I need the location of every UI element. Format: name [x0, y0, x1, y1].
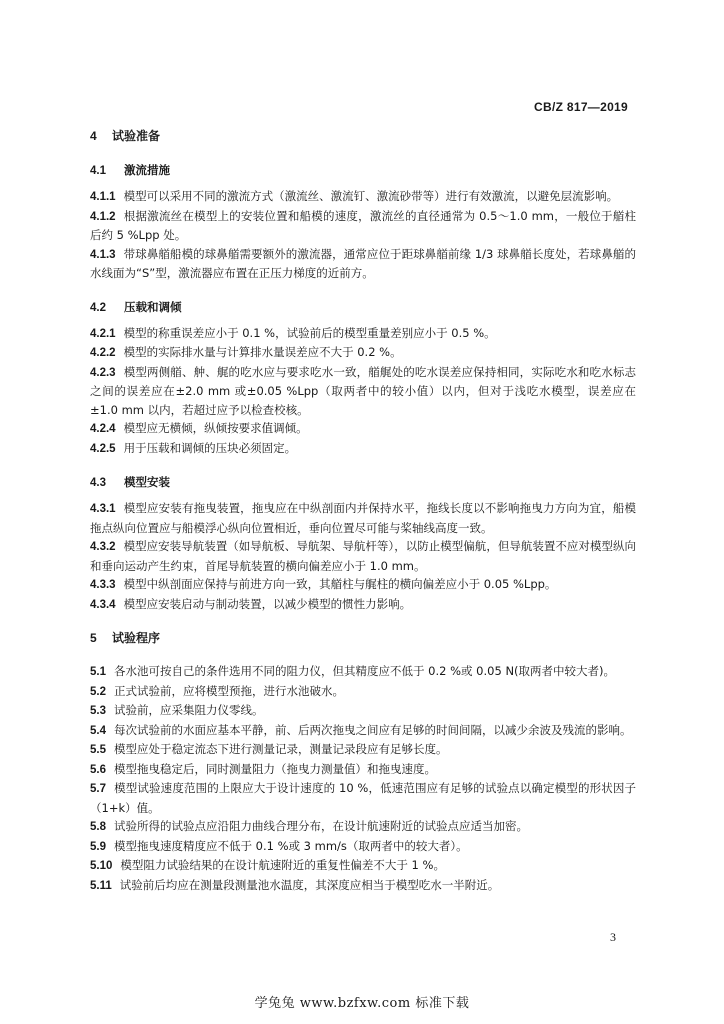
subsection-number: 4.3 — [90, 477, 106, 489]
document-body — [90, 126, 636, 895]
clause-paragraph — [90, 245, 636, 283]
clause-text: 模型应安装启动与制动装置，以减少模型的惯性力影响。 — [123, 596, 412, 611]
clause-number: 4.2.2 — [90, 347, 116, 359]
clause-number: 4.2.1 — [90, 327, 116, 340]
clause-paragraph — [90, 856, 636, 876]
section-title: 试验准备 — [112, 129, 161, 143]
subsection-title: 模型安装 — [124, 475, 170, 489]
clause-number: 4.1.1 — [90, 191, 116, 203]
clause-number: 4.3.1 — [90, 503, 116, 515]
clause-text: 模型中纵剖面应保持与前进方向一致，其艏柱与艉柱的横向偏差应小于 0.05 %Lpp。 — [123, 577, 557, 591]
section-title: 试验程序 — [112, 631, 161, 645]
clause-number: 4.2.4 — [90, 423, 116, 435]
clause-paragraph — [90, 817, 636, 837]
clause-text: 模型的实际排水量与计算排水量误差应不大于 0.2 %。 — [123, 345, 402, 359]
section-number: 4 — [90, 129, 97, 143]
clause-paragraph — [90, 701, 636, 721]
clause-number: 4.1.3 — [90, 248, 116, 261]
subsection-title: 激流措施 — [124, 163, 170, 177]
clause-text: 模型拖曳稳定后，同时测量阻力（拖曳力测量值）和拖曳速度。 — [114, 761, 436, 776]
clause-text: 模型两侧艏、舯、艉的吃水应与要求吃水一致，艏艉处的吃水误差应保持相同，实际吃水和吃水标志之间的误差应在±2.0 mm 或±0.05 %Lpp（取两者中的较小值）以内，但对于浅吃水模型，误差应在±1.0 mm 以内，若超过应予以检查校核。 — [90, 364, 636, 417]
subsection-heading — [90, 160, 636, 181]
clause-text: 正式试验前，应将模型预拖，进行水池破水。 — [114, 683, 344, 698]
subsection-heading — [90, 472, 636, 493]
clause-number: 5.4 — [90, 724, 106, 737]
clause-paragraph — [90, 207, 636, 245]
clause-paragraph — [90, 537, 636, 575]
subsection-number: 4.1 — [90, 165, 106, 177]
clause-number: 5.6 — [90, 763, 106, 776]
watermark-footer[interactable]: 学兔兔 www.bzfxw.com 标准下载 — [254, 996, 470, 1011]
clause-number: 4.2.3 — [90, 366, 116, 379]
clause-number: 5.7 — [90, 783, 106, 795]
clause-paragraph — [90, 760, 636, 780]
clause-text: 模型应无横倾，纵倾按要求值调倾。 — [123, 421, 308, 435]
clause-number: 5.2 — [90, 685, 106, 698]
clause-number: 5.9 — [90, 840, 106, 853]
clause-paragraph — [90, 187, 636, 207]
section-number: 5 — [90, 631, 97, 645]
clause-number: 5.3 — [90, 705, 106, 717]
clause-number: 4.3.3 — [90, 579, 116, 591]
subsection-heading — [90, 297, 636, 318]
clause-paragraph — [90, 595, 636, 615]
clause-paragraph — [90, 499, 636, 537]
clause-number: 4.1.2 — [90, 210, 116, 223]
clause-text: 模型拖曳速度精度应不低于 0.1 %或 3 mm/s（取两者中的较大者）。 — [114, 838, 468, 853]
clause-text: 带球鼻艏船模的球鼻艏需要额外的激流器，通常应位于距球鼻艏前缘 1/3 球鼻艏长度处，若球鼻艏的水线面为“S”型，激流器应布置在正压力梯度的近前方。 — [90, 246, 636, 280]
clause-number: 5.10 — [90, 860, 113, 872]
clause-text: 根据激流丝在模型上的安装位置和船模的速度，激流丝的直径通常为 0.5～1.0 mm，一般位于艏柱后约 5 %Lpp 处。 — [90, 208, 636, 242]
clause-text: 试验所得的试验点应沿阻力曲线合理分布，在设计航速附近的试验点应适当加密。 — [114, 819, 528, 833]
clause-text: 模型阻力试验结果的在设计航速附近的重复性偏差不大于 1 %。 — [120, 858, 445, 872]
clause-number: 5.11 — [90, 879, 112, 892]
clause-paragraph — [90, 419, 636, 439]
standard-code: CB/Z 817—2019 — [534, 100, 628, 114]
section-heading — [90, 628, 636, 648]
clause-text: 模型可以采用不同的激流方式（激流丝、激流钉、激流砂带等）进行有效激流，以避免层流影响。 — [123, 189, 619, 203]
clause-number: 5.1 — [90, 666, 106, 678]
clause-text: 模型应处于稳定流态下进行测量记录，测量记录段应有足够长度。 — [114, 742, 448, 756]
clause-paragraph — [90, 740, 636, 760]
clause-paragraph — [90, 324, 636, 344]
clause-text: 模型试验速度范围的上限应大于设计速度的 10 %，低速范围应有足够的试验点以确定模型的形状因子（1+k）值。 — [90, 781, 636, 815]
clause-number: 4.2.5 — [90, 442, 116, 455]
clause-paragraph — [90, 779, 636, 817]
section-heading — [90, 126, 636, 146]
clause-text: 试验前后均应在测量段测量池水温度，其深度应相当于模型吃水一半附近。 — [119, 877, 500, 892]
clause-number: 5.5 — [90, 744, 106, 756]
clause-text: 用于压载和调倾的压块必须固定。 — [123, 440, 297, 455]
clause-text: 每次试验前的水面应基本平静，前、后两次拖曳之间应有足够的时间间隔，以减少余波及残流的影响。 — [114, 722, 632, 737]
clause-number: 4.3.2 — [90, 541, 116, 553]
clause-paragraph — [90, 721, 636, 741]
clause-paragraph — [90, 662, 636, 682]
page-number: 3 — [610, 930, 616, 944]
clause-text: 模型应安装有拖曳装置，拖曳应在中纵剖面内并保持水平，拖线长度以不影响拖曳力方向为宜，船模拖点纵向位置应与船模浮心纵向位置相近，垂向位置尽可能与桨轴线高度一致。 — [90, 501, 636, 535]
subsection-title: 压载和调倾 — [124, 299, 182, 314]
clause-paragraph — [90, 575, 636, 595]
subsection-number: 4.2 — [90, 301, 106, 314]
clause-paragraph — [90, 876, 636, 896]
clause-text: 试验前，应采集阻力仪零线。 — [114, 703, 264, 717]
clause-paragraph — [90, 343, 636, 363]
clause-text: 各水池可按自己的条件选用不同的阻力仪，但其精度应不低于 0.2 %或 0.05 N(取两者中较大者)。 — [114, 664, 616, 678]
clause-text: 模型的称重误差应小于 0.1 %，试验前后的模型重量差别应小于 0.5 %。 — [123, 325, 496, 340]
clause-paragraph — [90, 363, 636, 420]
clause-paragraph — [90, 439, 636, 459]
clause-number: 5.8 — [90, 821, 106, 833]
clause-number: 4.3.4 — [90, 598, 116, 611]
clause-paragraph — [90, 837, 636, 857]
clause-paragraph — [90, 682, 636, 702]
clause-text: 模型应安装导航装置（如导航板、导航架、导航杆等），以防止模型偏航，但导航装置不应对模型纵向和垂向运动产生约束，首尾导航装置的横向偏差应小于 1.0 mm。 — [90, 539, 636, 573]
